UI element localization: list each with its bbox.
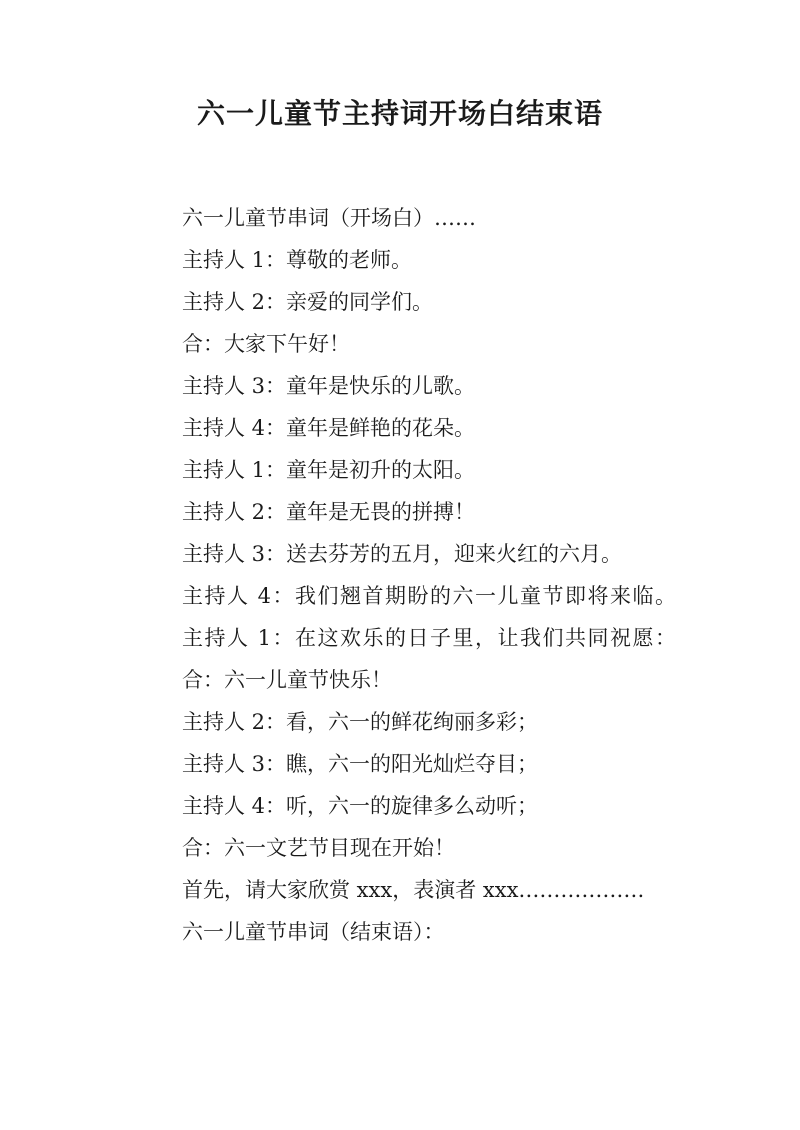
paragraph-line: 主持人 2：童年是无畏的拼搏！ [182,500,476,524]
paragraph-line: 合：大家下午好！ [182,332,350,356]
paragraph-line: 主持人 2：亲爱的同学们。 [182,290,434,314]
paragraph-opening-heading: 六一儿童节串词（开场白）…… [182,206,476,230]
paragraph-line: 主持人 1：尊敬的老师。 [182,248,413,272]
paragraph-line: 首先，请大家欣赏 xxx，表演者 xxx……………… [182,878,645,902]
paragraph-line: 合：六一文艺节目现在开始！ [182,836,455,860]
paragraph-line: 主持人 4：我们翘首期盼的六一儿童节即将来临。 [182,584,678,608]
paragraph-line: 主持人 2：看，六一的鲜花绚丽多彩； [182,710,539,734]
paragraph-line: 主持人 4：童年是鲜艳的花朵。 [182,416,476,440]
document-body [134,197,679,953]
paragraph-line: 主持人 3：送去芬芳的五月，迎来火红的六月。 [182,542,623,566]
paragraph-line: 主持人 4：听，六一的旋律多么动听； [182,794,539,818]
paragraph-line: 主持人 1：童年是初升的太阳。 [182,458,476,482]
paragraph-line: 主持人 1：在这欢乐的日子里，让我们共同祝愿： [182,626,678,650]
paragraph-line: 主持人 3：童年是快乐的儿歌。 [182,374,476,398]
paragraph-line: 合：六一儿童节快乐！ [182,668,392,692]
paragraph-closing-heading: 六一儿童节串词（结束语）： [182,920,445,944]
document-title: 六一儿童节主持词开场白结束语 [196,97,603,130]
paragraph-line: 主持人 3：瞧，六一的阳光灿烂夺目； [182,752,539,776]
